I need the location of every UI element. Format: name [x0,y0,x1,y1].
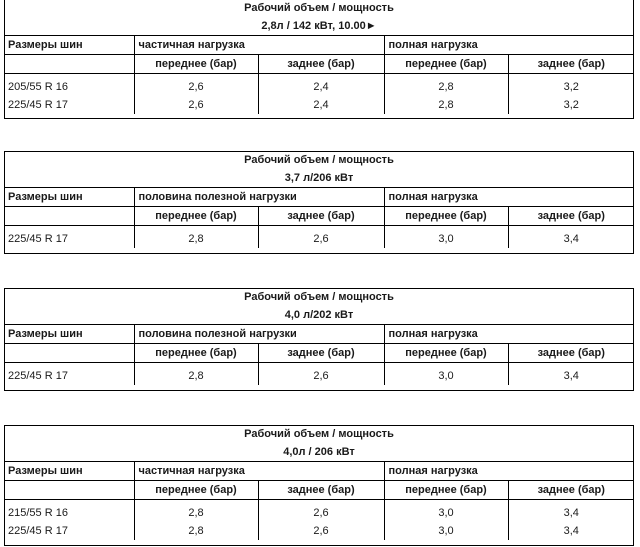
col-header-rear: заднее (бар) [258,481,384,500]
pressure-cell: 3,0 [384,230,508,248]
col-header-group-1: частичная нагрузка [134,462,384,481]
table-title: Рабочий объем / мощность [244,428,394,440]
col-header-tire-size: Размеры шин [4,188,134,207]
pressure-cell: 2,8 [134,504,258,522]
col-header-group-2: полная нагрузка [384,325,634,344]
col-header-group-2: полная нагрузка [384,36,634,55]
table-row [4,367,634,385]
table-title: Рабочий объем / мощность [244,291,394,303]
pressure-table-1 [4,0,634,114]
col-header-front: переднее (бар) [384,207,508,226]
pressure-cell: 3,4 [508,367,634,385]
pressure-cell: 3,0 [384,522,508,540]
pressure-cell: 3,4 [508,504,634,522]
tire-size-cell: 205/55 R 16 [8,81,68,93]
col-header-tire-size: Размеры шин [4,36,134,55]
tire-size-cell: 225/45 R 17 [8,233,68,245]
pressure-cell: 2,8 [384,78,508,96]
col-header-rear: заднее (бар) [508,344,634,363]
col-header-rear: заднее (бар) [508,481,634,500]
pressure-cell: 2,4 [258,78,384,96]
pressure-table-3 [4,288,634,385]
table-row [4,522,634,540]
pressure-cell: 2,6 [258,230,384,248]
col-header-tire-size: Размеры шин [4,462,134,481]
col-header-rear: заднее (бар) [258,207,384,226]
col-header-rear: заднее (бар) [258,55,384,74]
col-header-front: переднее (бар) [134,344,258,363]
pressure-cell: 3,0 [384,504,508,522]
pressure-cell: 2,6 [258,367,384,385]
pressure-cell: 3,4 [508,230,634,248]
col-header-group-2: полная нагрузка [384,188,634,207]
pressure-cell: 2,8 [134,230,258,248]
table-row [4,96,634,114]
col-header-group-1: частичная нагрузка [134,36,384,55]
table-row [4,230,634,248]
col-header-rear: заднее (бар) [508,207,634,226]
table-subtitle: 4,0 л/202 кВт [284,309,354,321]
pressure-cell: 3,2 [508,78,634,96]
pressure-cell: 2,6 [258,504,384,522]
pressure-cell: 2,8 [384,96,508,114]
col-header-front: переднее (бар) [134,55,258,74]
tire-size-cell: 215/55 R 16 [8,507,68,519]
col-header-group-2: полная нагрузка [384,462,634,481]
pressure-cell: 2,6 [134,78,258,96]
pressure-table-4 [4,425,634,540]
table-subtitle: 3,7 л/206 кВт [284,172,354,184]
tire-size-cell: 225/45 R 17 [8,525,68,537]
pressure-cell: 3,0 [384,367,508,385]
empty-cell [4,55,134,74]
tire-size-cell: 225/45 R 17 [8,99,68,111]
pressure-cell: 2,8 [134,367,258,385]
pressure-cell: 3,2 [508,96,634,114]
pressure-cell: 2,6 [134,96,258,114]
table-subtitle: 4,0л / 206 кВт [283,446,355,458]
empty-cell [4,207,134,226]
col-header-front: переднее (бар) [134,481,258,500]
table-row [4,504,634,522]
col-header-group-1: половина полезной нагрузки [134,325,384,344]
table-title: Рабочий объем / мощность [244,2,394,14]
empty-cell [4,344,134,363]
col-header-front: переднее (бар) [384,344,508,363]
col-header-front: переднее (бар) [134,207,258,226]
table-title: Рабочий объем / мощность [244,154,394,166]
pressure-table-2 [4,151,634,248]
pressure-cell: 2,4 [258,96,384,114]
col-header-rear: заднее (бар) [258,344,384,363]
pressure-cell: 2,8 [134,522,258,540]
tire-size-cell: 225/45 R 17 [8,370,68,382]
col-header-front: переднее (бар) [384,55,508,74]
pressure-cell: 3,4 [508,522,634,540]
empty-cell [4,481,134,500]
table-row [4,78,634,96]
pressure-cell: 2,6 [258,522,384,540]
col-header-front: переднее (бар) [384,481,508,500]
col-header-tire-size: Размеры шин [4,325,134,344]
col-header-rear: заднее (бар) [508,55,634,74]
table-subtitle: 2,8л / 142 кВт, 10.00► [261,20,377,32]
col-header-group-1: половина полезной нагрузки [134,188,384,207]
